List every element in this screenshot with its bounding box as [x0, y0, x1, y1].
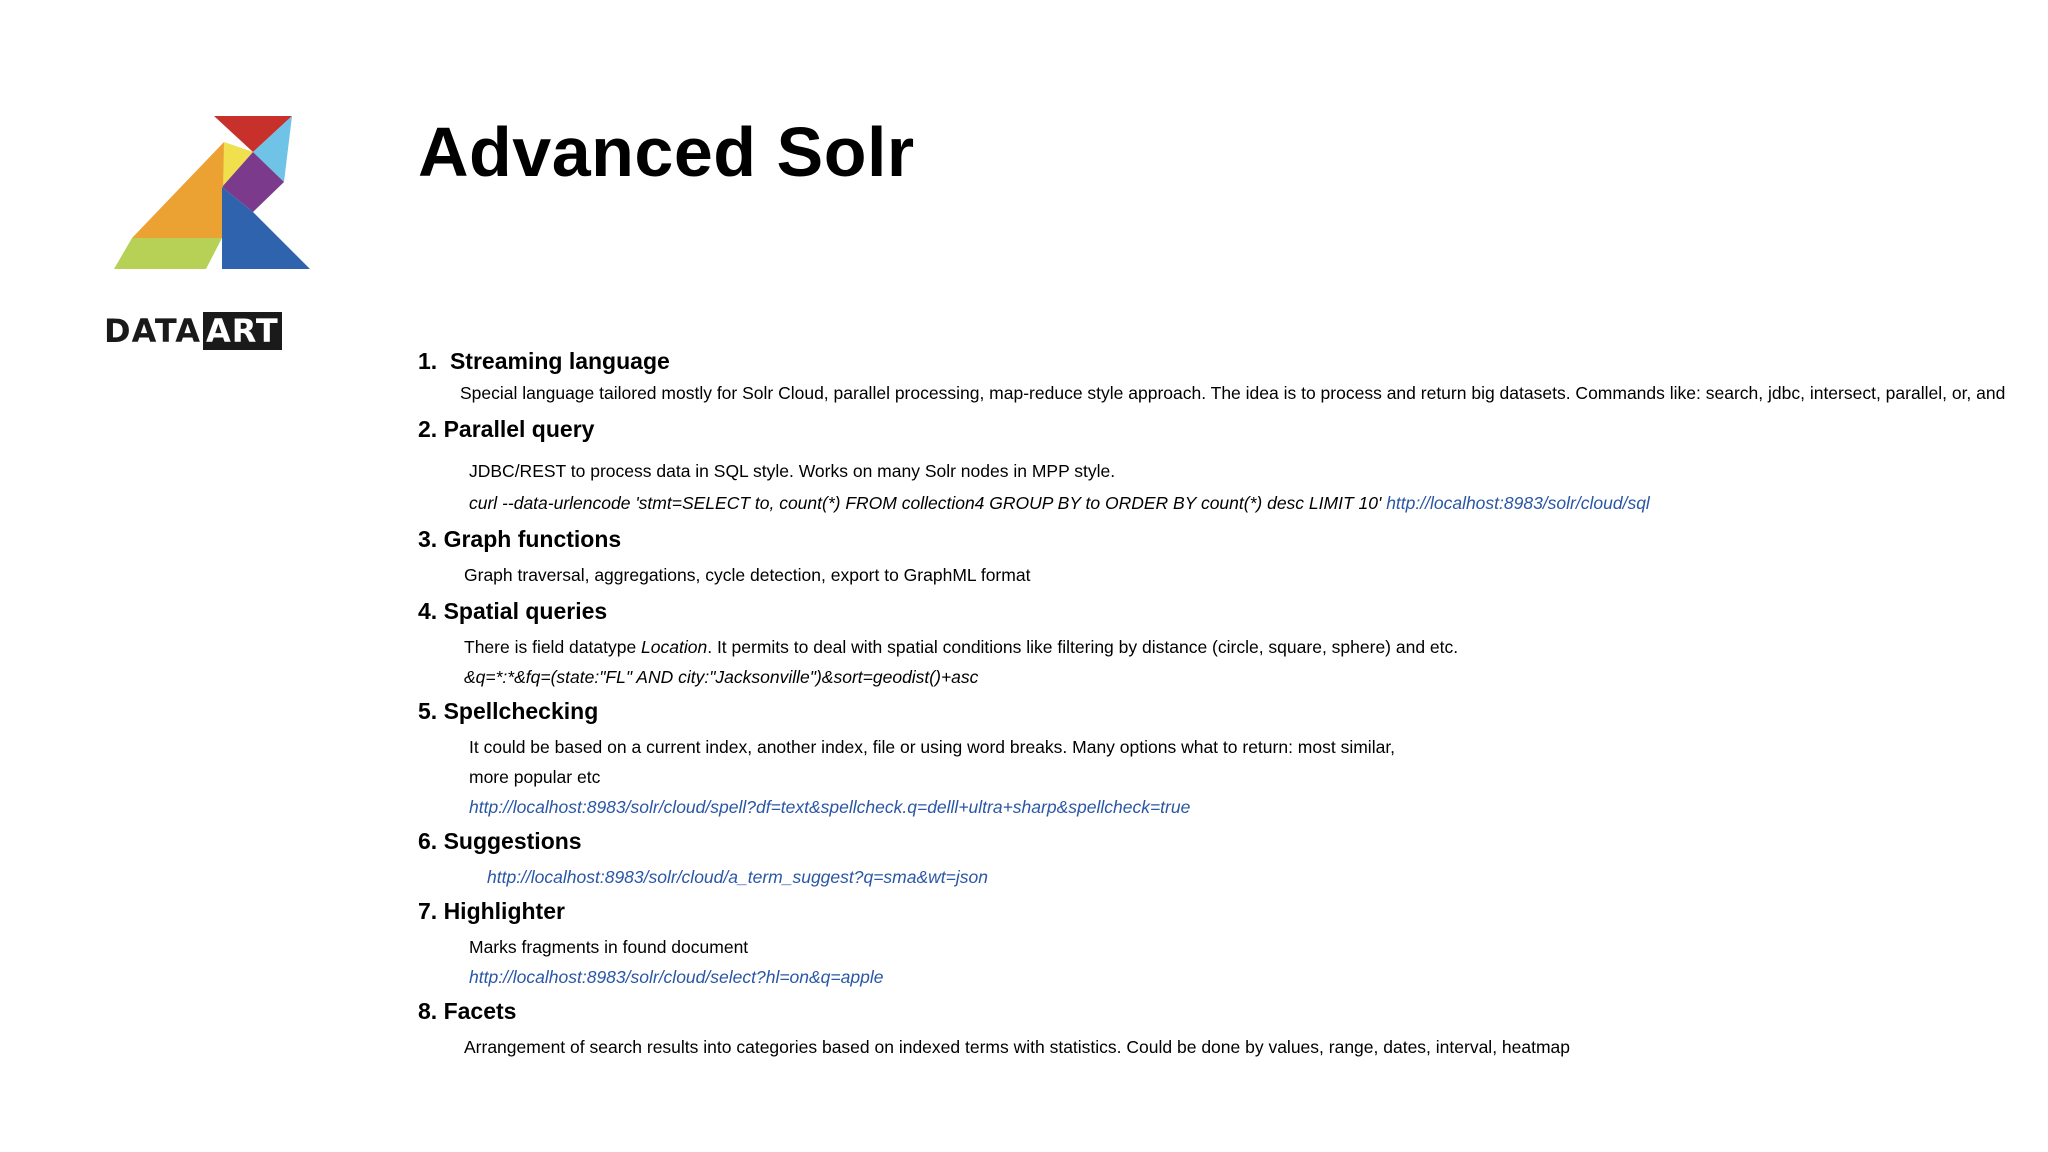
section-suggestions — [418, 824, 2028, 892]
section-heading: 5. Spellchecking — [418, 698, 599, 724]
datatype-name: Location — [641, 637, 708, 657]
code-example: &q=*:*&fq=(state:"FL" AND city:"Jacksonville")&sort=geodist()+asc — [464, 667, 979, 687]
section-spellchecking — [418, 694, 2028, 822]
section-heading: 2. Parallel query — [418, 416, 595, 442]
section-heading: 7. Highlighter — [418, 898, 565, 924]
section-description: Special language tailored mostly for Solr Cloud, parallel processing, map-reduce style approach. The idea is to process and return big datasets. Commands like: search, jdbc, intersect, parallel, or, and — [460, 383, 2006, 403]
description-text: . It permits to deal with spatial conditions like filtering by distance (circle, square, sphere) and etc. — [707, 637, 1459, 657]
section-streaming-language — [418, 344, 2028, 408]
dataart-wordmark — [104, 312, 282, 350]
section-highlighter — [418, 894, 2028, 992]
section-description-cont: more popular etc — [469, 767, 601, 787]
spellcheck-link[interactable]: http://localhost:8983/solr/cloud/spell?df=text&spellcheck.q=delll+ultra+sharp&spellcheck=true — [469, 797, 1191, 817]
page-title: Advanced Solr — [418, 113, 915, 191]
suggest-link[interactable]: http://localhost:8983/solr/cloud/a_term_suggest?q=sma&wt=json — [487, 867, 988, 887]
section-description: Arrangement of search results into categories based on indexed terms with statistics. Could be done by values, range, dates, interval, heatmap — [464, 1037, 1571, 1057]
section-description: Graph traversal, aggregations, cycle detection, export to GraphML format — [464, 565, 1031, 585]
section-parallel-query — [418, 412, 2028, 518]
highlight-link[interactable]: http://localhost:8983/solr/cloud/select?hl=on&q=apple — [469, 967, 884, 987]
section-description: It could be based on a current index, another index, file or using word breaks. Many options what to return: most similar, — [469, 737, 1396, 757]
section-heading: 8. Facets — [418, 998, 517, 1024]
tangram-icon — [112, 112, 312, 272]
description-text: There is field datatype — [464, 637, 642, 657]
section-heading: 4. Spatial queries — [418, 598, 608, 624]
wordmark-data: DATA — [104, 312, 201, 350]
section-facets — [418, 994, 2028, 1062]
code-example: curl --data-urlencode 'stmt=SELECT to, count(*) FROM collection4 GROUP BY to ORDER BY count(*) desc LIMIT 10' — [469, 493, 1382, 513]
section-heading: 1. Streaming language — [418, 348, 670, 374]
section-spatial-queries — [418, 594, 2028, 692]
section-description — [418, 632, 2028, 662]
section-description: JDBC/REST to process data in SQL style. Works on many Solr nodes in MPP style. — [469, 461, 1116, 481]
section-graph-functions — [418, 522, 2028, 590]
section-description: Marks fragments in found document — [469, 937, 749, 957]
feature-list — [418, 344, 2028, 1062]
wordmark-art: ART — [203, 312, 282, 350]
dataart-logo — [104, 112, 316, 352]
sql-endpoint-link[interactable]: http://localhost:8983/solr/cloud/sql — [1386, 493, 1650, 513]
section-heading: 3. Graph functions — [418, 526, 622, 552]
code-example-line — [418, 488, 2028, 518]
section-heading: 6. Suggestions — [418, 828, 582, 854]
